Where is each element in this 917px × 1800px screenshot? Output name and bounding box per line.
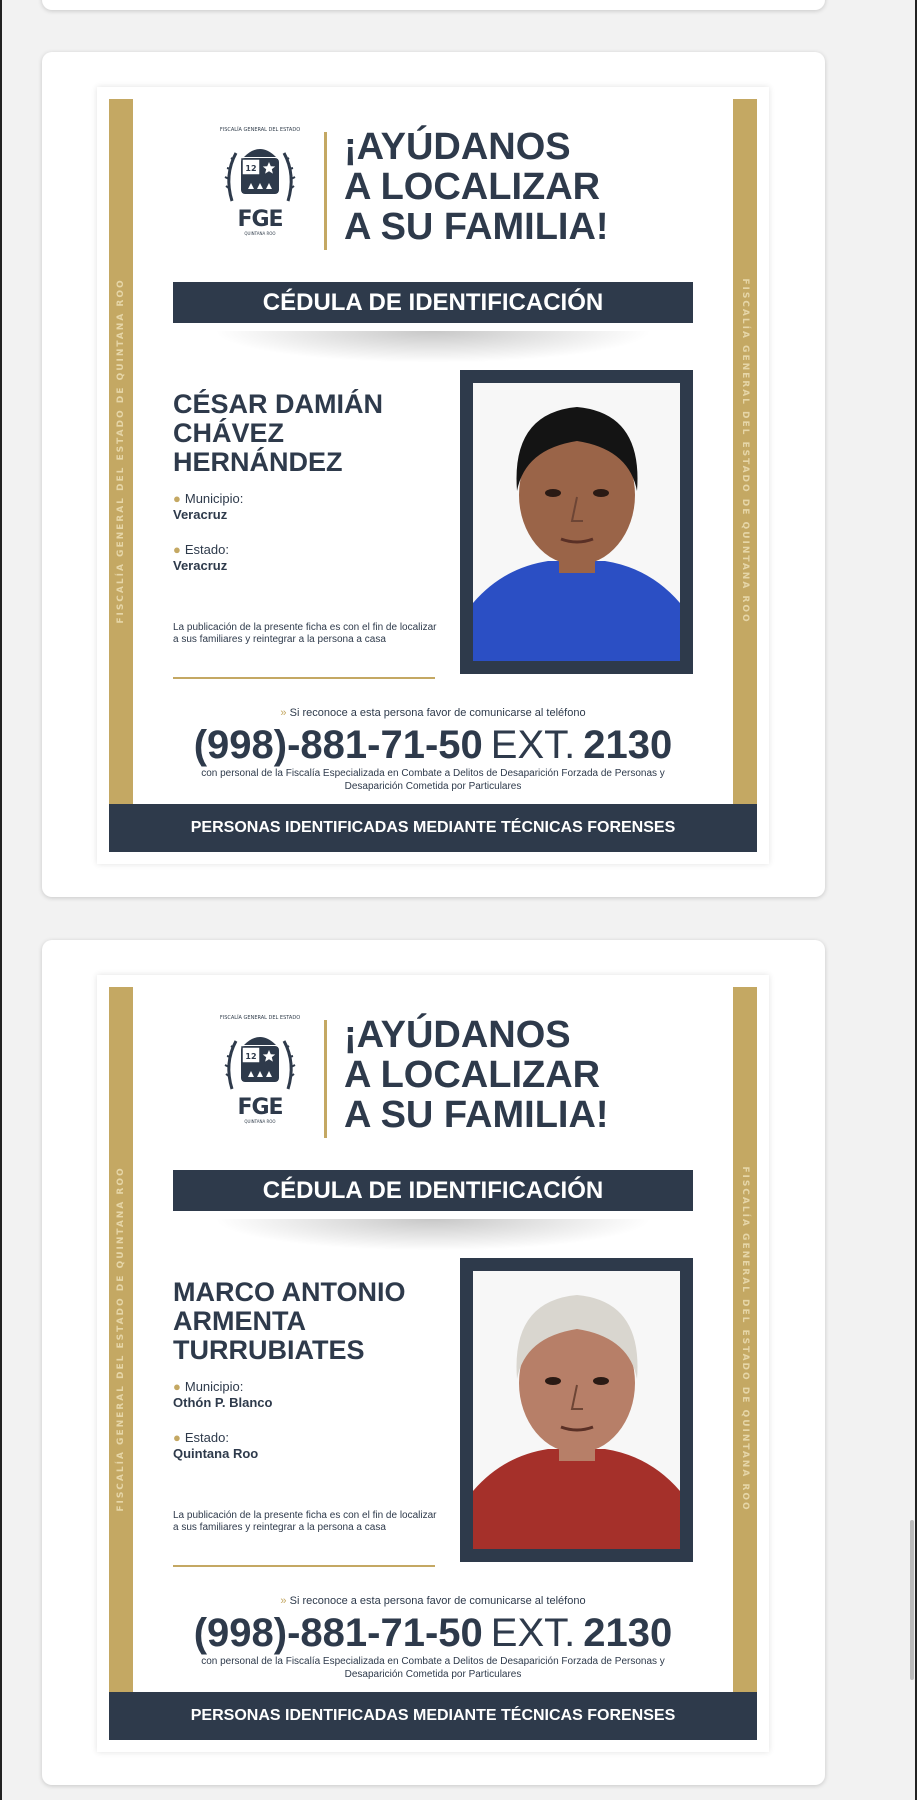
portrait-image xyxy=(473,383,680,661)
name-line-3: TURRUBIATES xyxy=(173,1335,365,1365)
svg-text:12: 12 xyxy=(245,164,257,173)
disclaimer-text: La publicación de la presente ficha es con el fin de localizar a sus familiares y reintegrar a la persona a casa xyxy=(173,622,437,645)
estado-value: Quintana Roo xyxy=(173,1446,259,1461)
municipio-label xyxy=(173,1379,243,1394)
footer-bar: PERSONAS IDENTIFICADAS MEDIANTE TÉCNICAS FORENSES xyxy=(109,1692,757,1740)
estado-label-text: Estado: xyxy=(184,1430,229,1445)
headline-line-3: A SU FAMILIA! xyxy=(344,206,609,248)
fge-logo xyxy=(216,127,304,237)
phone-number[interactable] xyxy=(173,723,693,767)
gold-side-bar-right xyxy=(733,99,757,804)
estado-value: Veracruz xyxy=(173,558,228,573)
gold-side-bar-right xyxy=(733,987,757,1692)
agency-text: con personal de la Fiscalía Especializada en Combate a Delitos de Desaparición Forzada de Personas y Desaparición Cometida por Particulares xyxy=(201,768,665,792)
gold-divider xyxy=(173,677,435,679)
side-bar-text: FISCALÍA GENERAL DEL ESTADO DE QUINTANA ROO xyxy=(740,278,750,624)
decorative-shadow xyxy=(213,331,653,363)
municipio-value: Othón P. Blanco xyxy=(173,1395,273,1410)
section-title-bar: CÉDULA DE IDENTIFICACIÓN xyxy=(173,1170,693,1211)
side-bar-text: FISCALÍA GENERAL DEL ESTADO DE QUINTANA ROO xyxy=(740,1166,750,1512)
person-photo xyxy=(473,1271,680,1549)
svg-text:12: 12 xyxy=(245,1052,257,1061)
headline-line-3: A SU FAMILIA! xyxy=(344,1094,609,1136)
person-name xyxy=(173,390,463,477)
fge-seal-icon xyxy=(222,1029,298,1097)
name-line-1: MARCO ANTONIO xyxy=(173,1277,406,1307)
logo-bottom-text: QUINTANA ROO xyxy=(244,1119,276,1124)
municipio-label xyxy=(173,491,243,506)
name-line-2: CHÁVEZ xyxy=(173,418,285,448)
bullet-dot-icon: ● xyxy=(173,542,181,557)
missing-person-card[interactable] xyxy=(42,52,825,897)
phone-digits: (998)-881-71-50 xyxy=(193,1611,483,1655)
estado-label-text: Estado: xyxy=(184,542,229,557)
headline-line-1: ¡AYÚDANOS xyxy=(344,126,571,168)
fge-logo xyxy=(216,1015,304,1125)
gold-divider xyxy=(173,1565,435,1567)
ext-number: 2130 xyxy=(583,723,673,767)
decorative-shadow xyxy=(213,1219,653,1251)
left-frame-edge xyxy=(0,0,2,1800)
missing-person-card[interactable] xyxy=(42,940,825,1785)
logo-acronym: FGE xyxy=(237,1095,283,1120)
headline-line-2: A LOCALIZAR xyxy=(344,1054,601,1096)
logo-bottom-text: QUINTANA ROO xyxy=(244,231,276,236)
identification-poster xyxy=(97,975,769,1752)
contact-prompt-text: Si reconoce a esta persona favor de comunicarse al teléfono xyxy=(289,707,586,719)
contact-prompt-text: Si reconoce a esta persona favor de comunicarse al teléfono xyxy=(289,1595,586,1607)
phone-digits: (998)-881-71-50 xyxy=(193,723,483,767)
side-bar-text: FISCALÍA GENERAL DEL ESTADO DE QUINTANA ROO xyxy=(116,1166,126,1512)
section-title-bar: CÉDULA DE IDENTIFICACIÓN xyxy=(173,282,693,323)
phone-number[interactable] xyxy=(173,1611,693,1655)
headline-line-1: ¡AYÚDANOS xyxy=(344,1014,571,1056)
logo-acronym: FGE xyxy=(237,207,283,232)
footer-bar: PERSONAS IDENTIFICADAS MEDIANTE TÉCNICAS FORENSES xyxy=(109,804,757,852)
headline xyxy=(344,1015,674,1135)
municipio-label-text: Municipio: xyxy=(184,1379,244,1394)
name-line-1: CÉSAR DAMIÁN xyxy=(173,389,384,419)
bullet-dot-icon: ● xyxy=(173,1430,181,1445)
contact-prompt xyxy=(173,1595,693,1607)
ext-label: EXT. xyxy=(490,723,576,767)
photo-frame xyxy=(460,370,693,674)
person-name xyxy=(173,1278,463,1365)
contact-prompt xyxy=(173,707,693,719)
portrait-image xyxy=(473,1271,680,1549)
scrollbar-thumb[interactable] xyxy=(910,1520,914,1680)
agency-text: con personal de la Fiscalía Especializada en Combate a Delitos de Desaparición Forzada de Personas y Desaparición Cometida por Particulares xyxy=(201,1656,665,1680)
gold-side-bar-left xyxy=(109,987,133,1692)
fge-seal-icon xyxy=(222,141,298,209)
gold-side-bar-left xyxy=(109,99,133,804)
double-arrow-icon: » xyxy=(280,1595,287,1607)
photo-frame xyxy=(460,1258,693,1562)
double-arrow-icon: » xyxy=(280,707,287,719)
logo-top-text: FISCALÍA GENERAL DEL ESTADO xyxy=(219,127,301,133)
bullet-dot-icon: ● xyxy=(173,1379,181,1394)
logo-top-text: FISCALÍA GENERAL DEL ESTADO xyxy=(219,1015,301,1021)
ext-number: 2130 xyxy=(583,1611,673,1655)
municipio-value: Veracruz xyxy=(173,507,228,522)
estado-label xyxy=(173,1430,229,1445)
disclaimer-text: La publicación de la presente ficha es con el fin de localizar a sus familiares y reintegrar a la persona a casa xyxy=(173,1510,437,1533)
logo-separator xyxy=(324,1020,327,1138)
previous-card-edge xyxy=(42,0,825,10)
bullet-dot-icon: ● xyxy=(173,491,181,506)
headline xyxy=(344,127,674,247)
municipio-label-text: Municipio: xyxy=(184,491,244,506)
identification-poster xyxy=(97,87,769,864)
estado-label xyxy=(173,542,229,557)
person-photo xyxy=(473,383,680,661)
name-line-3: HERNÁNDEZ xyxy=(173,447,343,477)
side-bar-text: FISCALÍA GENERAL DEL ESTADO DE QUINTANA ROO xyxy=(116,278,126,624)
headline-line-2: A LOCALIZAR xyxy=(344,166,601,208)
logo-separator xyxy=(324,132,327,250)
ext-label: EXT. xyxy=(490,1611,576,1655)
name-line-2: ARMENTA xyxy=(173,1306,306,1336)
